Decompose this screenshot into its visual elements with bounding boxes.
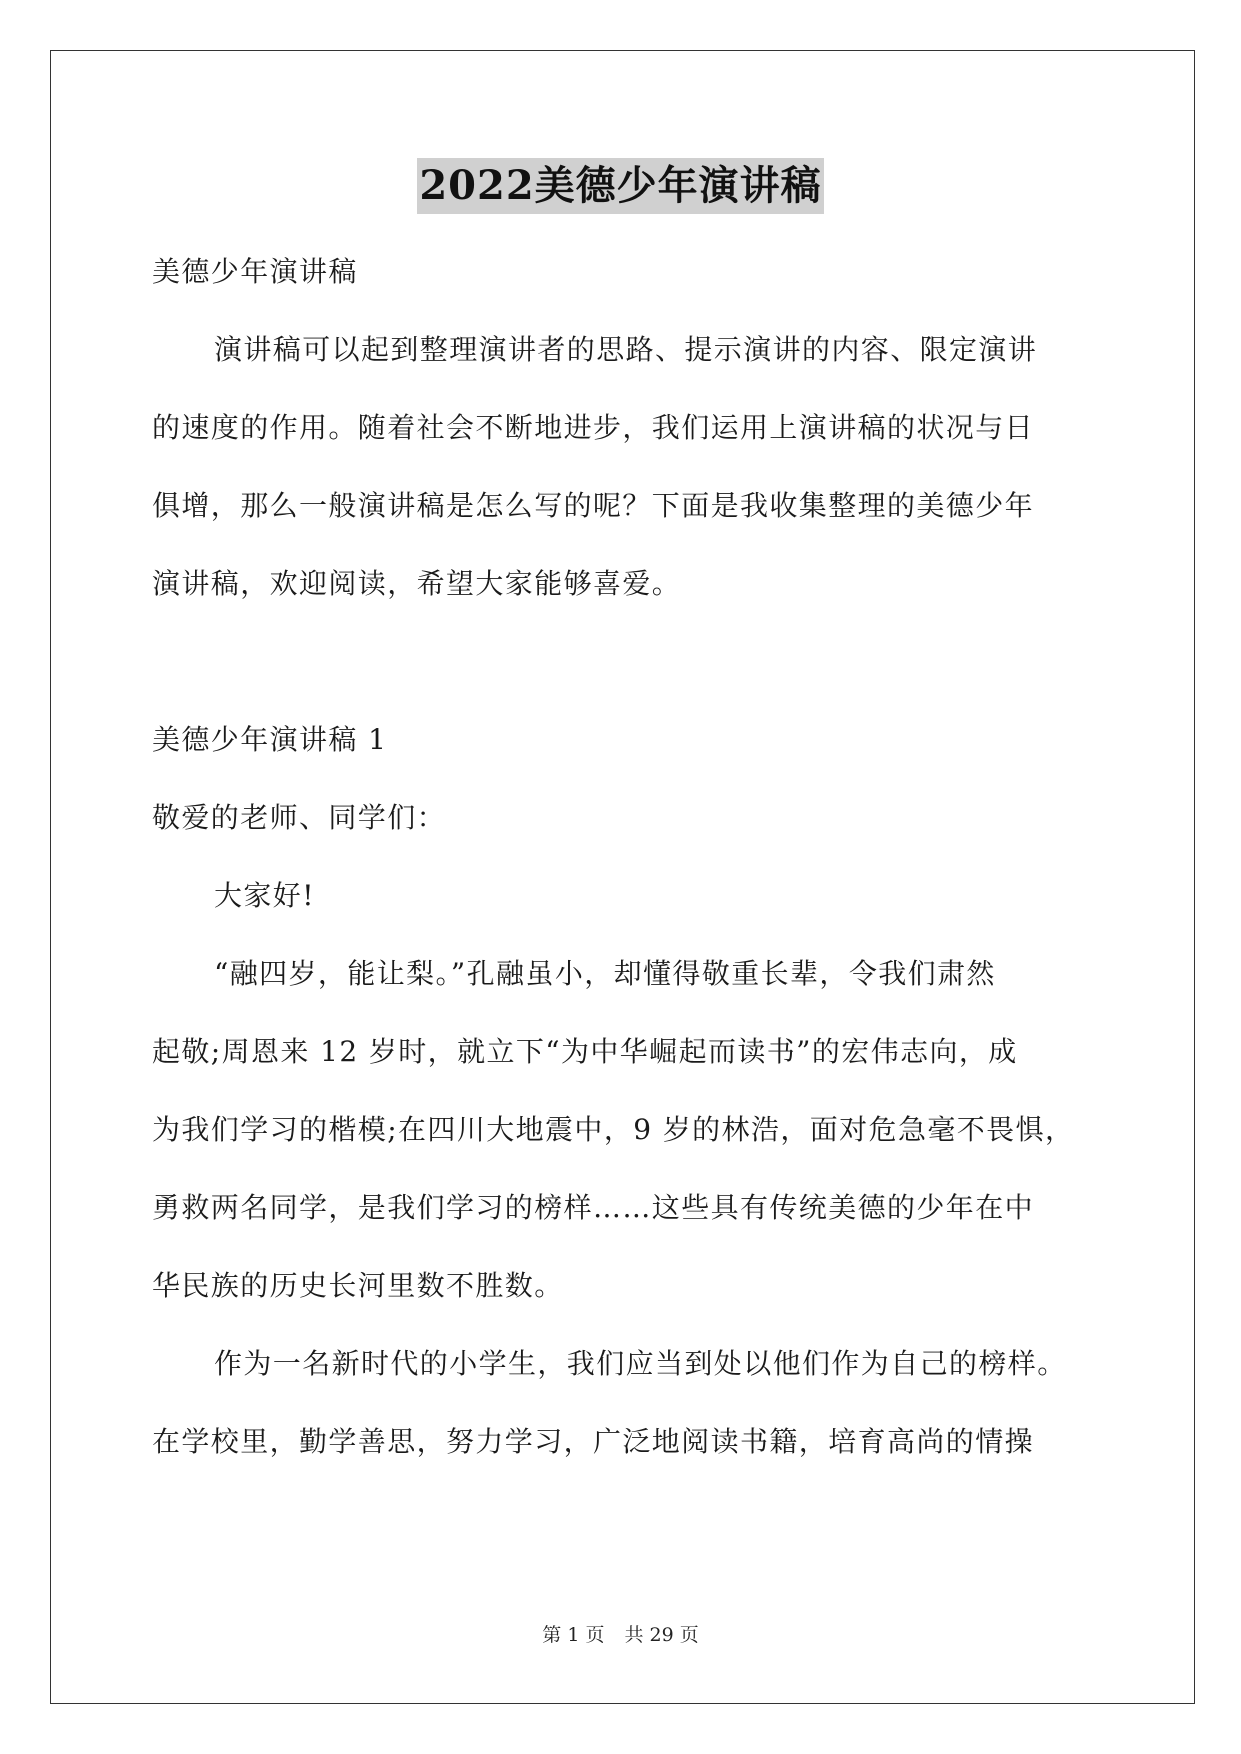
para1-line: 华民族的历史长河里数不胜数。 [152, 1269, 564, 1302]
page-number: 第 1 页 [542, 1624, 605, 1646]
heading: 美德少年演讲稿 [152, 255, 358, 288]
intro-line: 演讲稿，欢迎阅读，希望大家能够喜爱。 [152, 567, 682, 600]
greeting: 大家好! [214, 879, 315, 912]
page-footer [0, 1620, 1241, 1647]
paragraph-gap [152, 623, 1092, 701]
title-container [0, 158, 1241, 214]
para1-line: 为我们学习的楷模;在四川大地震中，9 岁的林浩，面对危急毫不畏惧， [152, 1113, 1075, 1146]
para1-line: 起敬;周恩来 12 岁时，就立下“为中华崛起而读书”的宏伟志向，成 [152, 1035, 1018, 1068]
intro-line: 俱增，那么一般演讲稿是怎么写的呢？下面是我收集整理的美德少年 [152, 489, 1035, 522]
document-title: 2022美德少年演讲稿 [417, 158, 823, 214]
intro-line: 的速度的作用。随着社会不断地进步，我们运用上演讲稿的状况与日 [152, 411, 1035, 444]
section-title: 美德少年演讲稿 1 [152, 723, 388, 756]
salutation: 敬爱的老师、同学们： [152, 801, 447, 834]
para2-line: 作为一名新时代的小学生，我们应当到处以他们作为自己的榜样。 [214, 1347, 1067, 1380]
page-total: 共 29 页 [624, 1624, 699, 1646]
para1-line: 勇救两名同学，是我们学习的榜样……这些具有传统美德的少年在中 [152, 1191, 1035, 1224]
document-body [152, 233, 1092, 1481]
para1-line: “融四岁，能让梨。”孔融虽小，却懂得敬重长辈，令我们肃然 [214, 957, 996, 990]
para2-line: 在学校里，勤学善思，努力学习，广泛地阅读书籍，培育高尚的情操 [152, 1425, 1035, 1458]
intro-line: 演讲稿可以起到整理演讲者的思路、提示演讲的内容、限定演讲 [214, 333, 1038, 366]
